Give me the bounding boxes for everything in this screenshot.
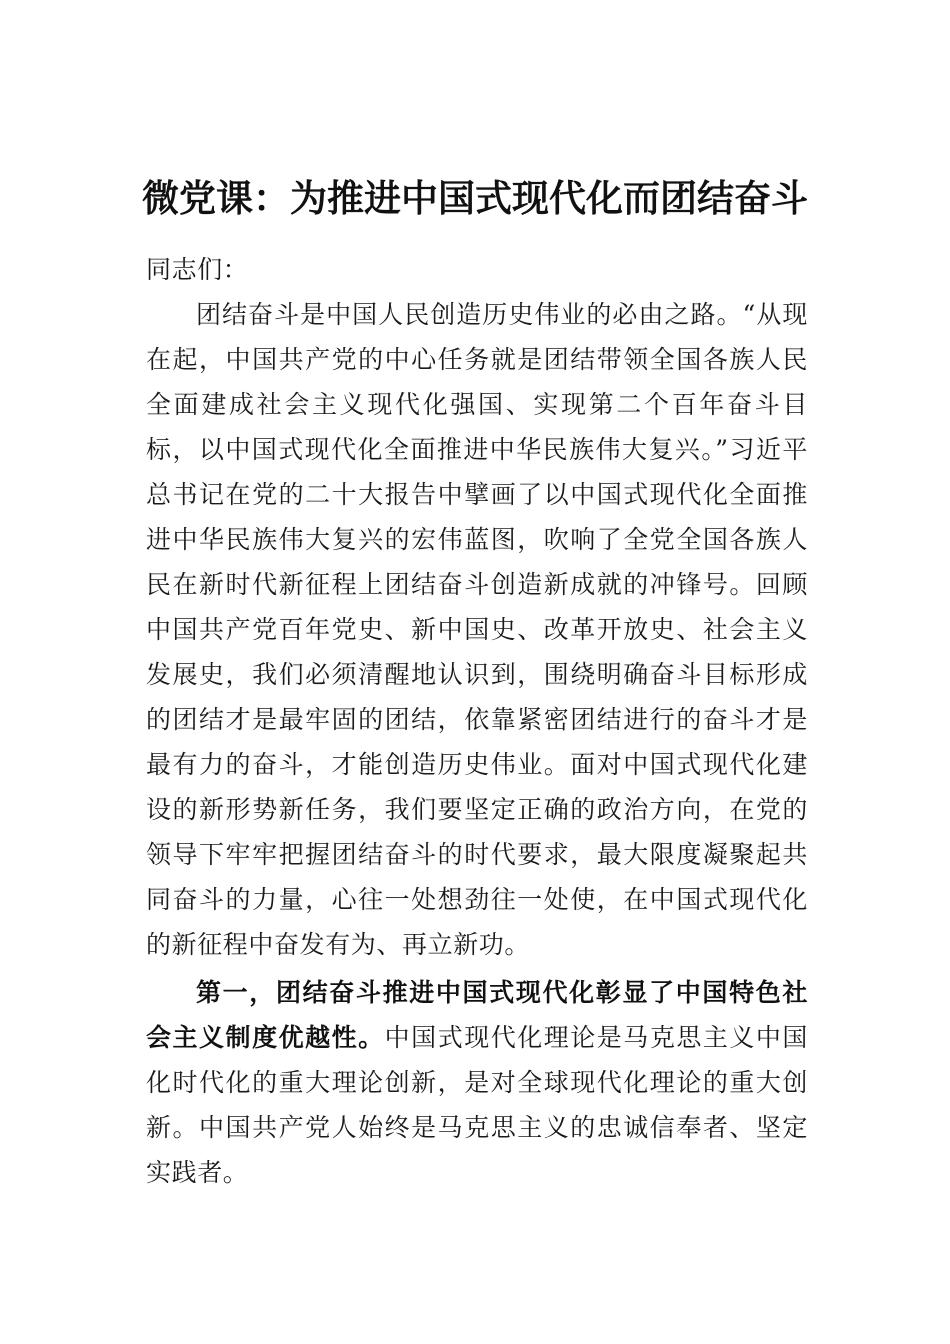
salutation: 同志们： (146, 255, 249, 284)
paragraph-first-point (146, 970, 808, 1195)
paragraph-first-point-body: 中国式现代化理论是马克思主义中国化时代化的重大理论创新，是对全球现代化理论的重大创新。中国共产党人始终是马克思主义的忠诚信奉者、坚定实践者。 (146, 1023, 808, 1187)
document-title: 微党课：为推进中国式现代化而团结奋斗 (142, 176, 808, 220)
paragraph-intro: 团结奋斗是中国人民创造历史伟业的必由之路。“从现在起，中国共产党的中心任务就是团结带领全国各族人民全面建成社会主义现代化强国、实现第二个百年奋斗目标，以中国式现代化全面推进中华民族伟大复兴。”习近平总书记在党的二十大报告中擘画了以中国式现代化全面推进中华民族伟大复兴的宏伟蓝图，吹响了全党全国各族人民在新时代新征程上团结奋斗创造新成就的冲锋号。回顾中国共产党百年党史、新中国史、改革开放史、社会主义发展史，我们必须清醒地认识到，围绕明确奋斗目标形成的团结才是最牢固的团结，依靠紧密团结进行的奋斗才是最有力的奋斗，才能创造历史伟业。面对中国式现代化建设的新形势新任务，我们要坚定正确的政治方向，在党的领导下牢牢把握团结奋斗的时代要求，最大限度凝聚起共同奋斗的力量，心往一处想劲往一处使，在中国式现代化的新征程中奋发有为、再立新功。 (146, 300, 808, 959)
document-body (146, 247, 808, 1195)
paragraph-lead-heading: 第一，团结奋斗推进中国式现代化彰显了中国特色社会主义制度优越性。 (146, 978, 808, 1052)
